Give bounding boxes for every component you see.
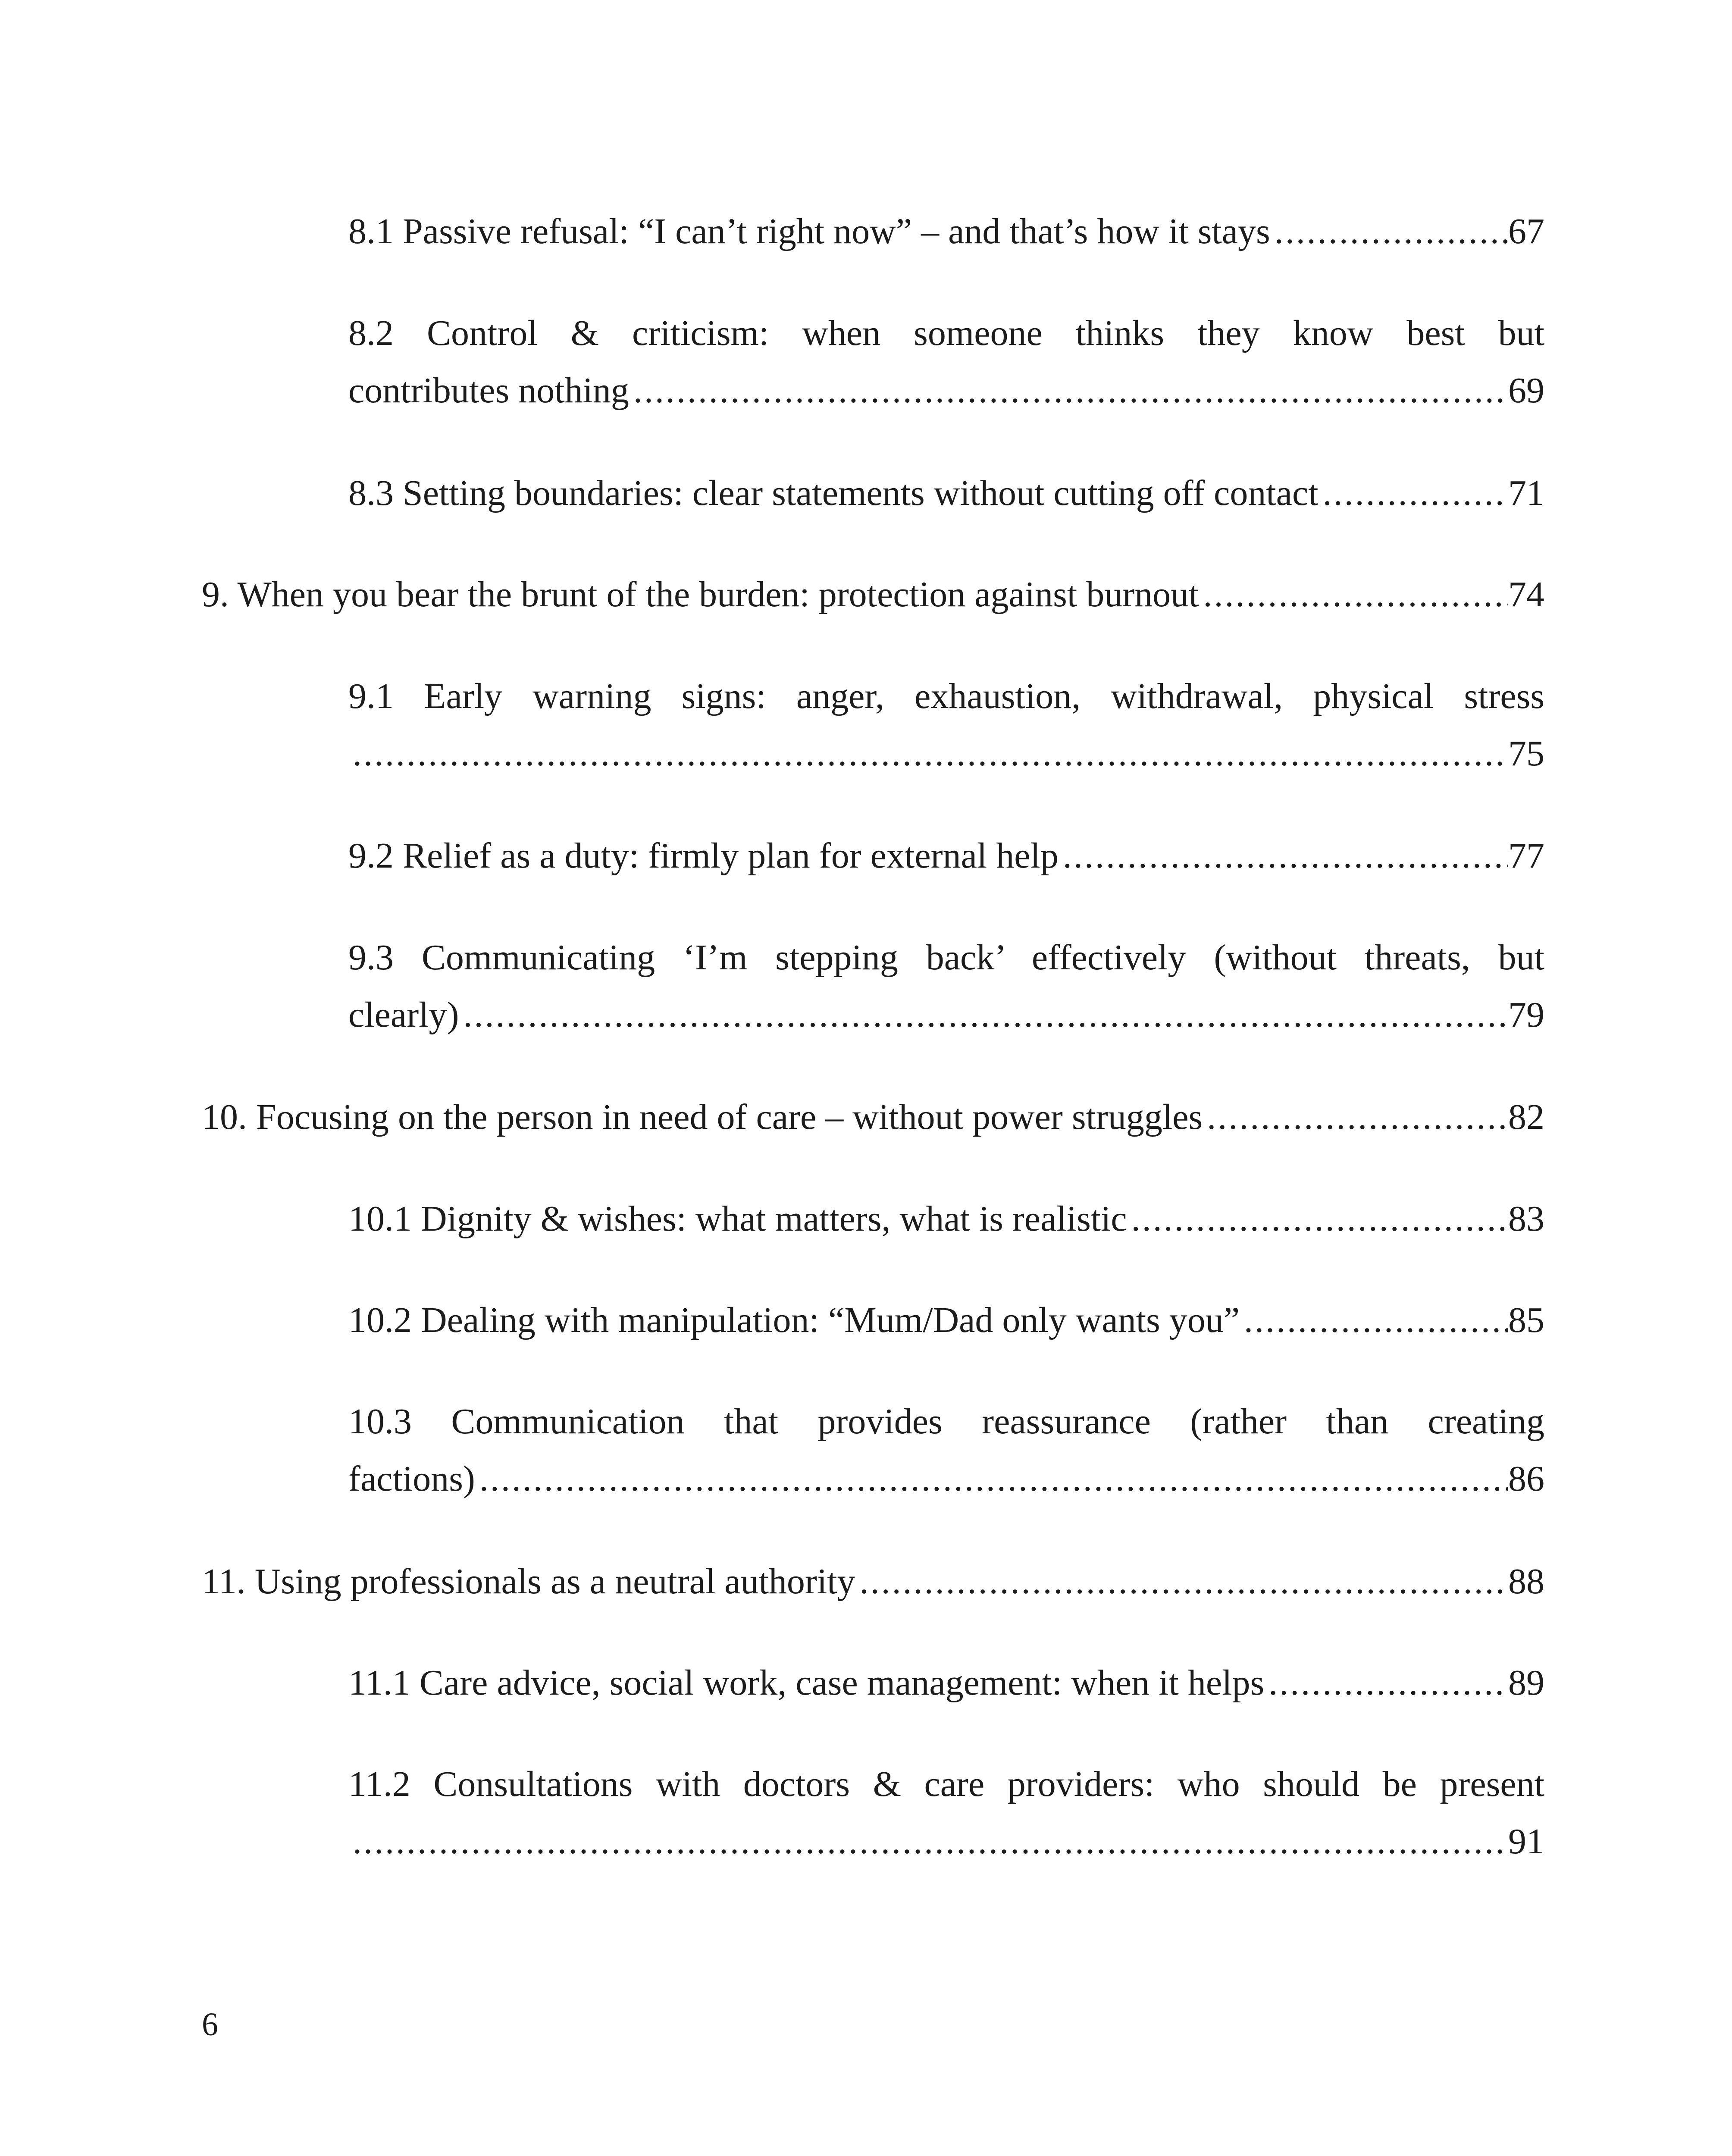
toc-entry-title: 10.1 Dignity & wishes: what matters, what is realistic	[348, 1199, 1127, 1239]
toc-line	[202, 1553, 1544, 1610]
toc-line	[348, 1654, 1544, 1711]
toc-entry-10[interactable]	[202, 1088, 1544, 1146]
toc-line	[348, 725, 1544, 782]
toc-page-number: 83	[1508, 1199, 1544, 1239]
toc-line	[348, 1291, 1544, 1349]
dot-leader	[629, 362, 1508, 419]
toc-page-number: 69	[1508, 370, 1544, 411]
toc-entry-8-2[interactable]	[348, 304, 1544, 419]
toc-page-number: 75	[1508, 733, 1544, 774]
toc-entry-title: 10.2 Dealing with manipulation: “Mum/Dad only wants you”	[348, 1300, 1240, 1340]
page-number: 6	[202, 2006, 218, 2043]
dot-leader	[348, 1813, 1508, 1870]
toc-line	[348, 203, 1544, 260]
toc-page-number: 85	[1508, 1300, 1544, 1340]
toc-page-number: 77	[1508, 836, 1544, 876]
dot-leader	[855, 1553, 1508, 1610]
toc-chapter-title: 10. Focusing on the person in need of care – without power struggles	[202, 1097, 1203, 1137]
toc-page-number: 71	[1508, 473, 1544, 513]
toc-entry-9-3[interactable]	[348, 929, 1544, 1044]
toc-entry-title: 8.3 Setting boundaries: clear statements without cutting off contact	[348, 473, 1319, 513]
toc-page-number: 82	[1508, 1097, 1544, 1137]
toc-line	[202, 566, 1544, 623]
toc-entry-title-line: 11.2 Consultations with doctors & care providers: who should be present	[348, 1764, 1544, 1804]
dot-leader	[475, 1450, 1508, 1507]
toc-page-number: 89	[1508, 1663, 1544, 1703]
toc-page-number: 88	[1508, 1561, 1544, 1601]
toc-page-number: 74	[1508, 574, 1544, 614]
toc-page-number: 86	[1508, 1459, 1544, 1499]
dot-leader	[348, 725, 1508, 782]
toc-entry-title-continued: clearly)	[348, 995, 459, 1035]
toc-line	[348, 1190, 1544, 1247]
toc-line	[348, 464, 1544, 522]
toc-page-number: 91	[1508, 1821, 1544, 1861]
toc-entry-9-2[interactable]	[348, 827, 1544, 884]
dot-leader	[1270, 203, 1508, 260]
dot-leader	[1059, 827, 1508, 884]
toc-entry-title-line: 9.1 Early warning signs: anger, exhaustion, withdrawal, physical stress	[348, 676, 1544, 716]
toc-entry-9[interactable]	[202, 566, 1544, 623]
toc-line	[348, 1813, 1544, 1870]
toc-line	[348, 1450, 1544, 1507]
toc-entry-10-1[interactable]	[348, 1190, 1544, 1247]
toc-page-number: 79	[1508, 995, 1544, 1035]
toc-entry-9-1[interactable]	[348, 667, 1544, 782]
toc-entry-title-continued: factions)	[348, 1459, 475, 1499]
toc-chapter-title: 11. Using professionals as a neutral authority	[202, 1561, 855, 1601]
toc-entry-title-continued: contributes nothing	[348, 370, 629, 411]
toc-entry-title: 8.1 Passive refusal: “I can’t right now” – and that’s how it stays	[348, 211, 1270, 251]
toc-entry-title-line: 9.3 Communicating ‘I’m stepping back’ effectively (without threats, but	[348, 937, 1544, 978]
dot-leader	[1240, 1291, 1508, 1349]
toc-entry-title-line: 8.2 Control & criticism: when someone thinks they know best but	[348, 313, 1544, 353]
toc-entry-8-1[interactable]	[348, 203, 1544, 260]
toc-line	[348, 986, 1544, 1044]
toc-line	[202, 1088, 1544, 1146]
dot-leader	[1203, 1088, 1508, 1146]
dot-leader	[1319, 464, 1508, 522]
toc-entry-title-line: 10.3 Communication that provides reassurance (rather than creating	[348, 1401, 1544, 1442]
toc-entry-10-3[interactable]	[348, 1393, 1544, 1507]
toc-entry-11[interactable]	[202, 1553, 1544, 1610]
toc-entry-title: 9.2 Relief as a duty: firmly plan for external help	[348, 836, 1059, 876]
dot-leader	[1199, 566, 1508, 623]
toc-page-number: 67	[1508, 211, 1544, 251]
toc-entry-11-1[interactable]	[348, 1654, 1544, 1711]
toc-entry-10-2[interactable]	[348, 1291, 1544, 1349]
toc-chapter-title: 9. When you bear the brunt of the burden: protection against burnout	[202, 574, 1199, 614]
dot-leader	[1127, 1190, 1508, 1247]
toc-line	[348, 362, 1544, 419]
toc-entry-title: 11.1 Care advice, social work, case management: when it helps	[348, 1663, 1265, 1703]
dot-leader	[1264, 1654, 1508, 1711]
toc-entry-11-2[interactable]	[348, 1755, 1544, 1870]
toc-entry-8-3[interactable]	[348, 464, 1544, 522]
toc-line	[348, 827, 1544, 884]
dot-leader	[459, 986, 1508, 1044]
